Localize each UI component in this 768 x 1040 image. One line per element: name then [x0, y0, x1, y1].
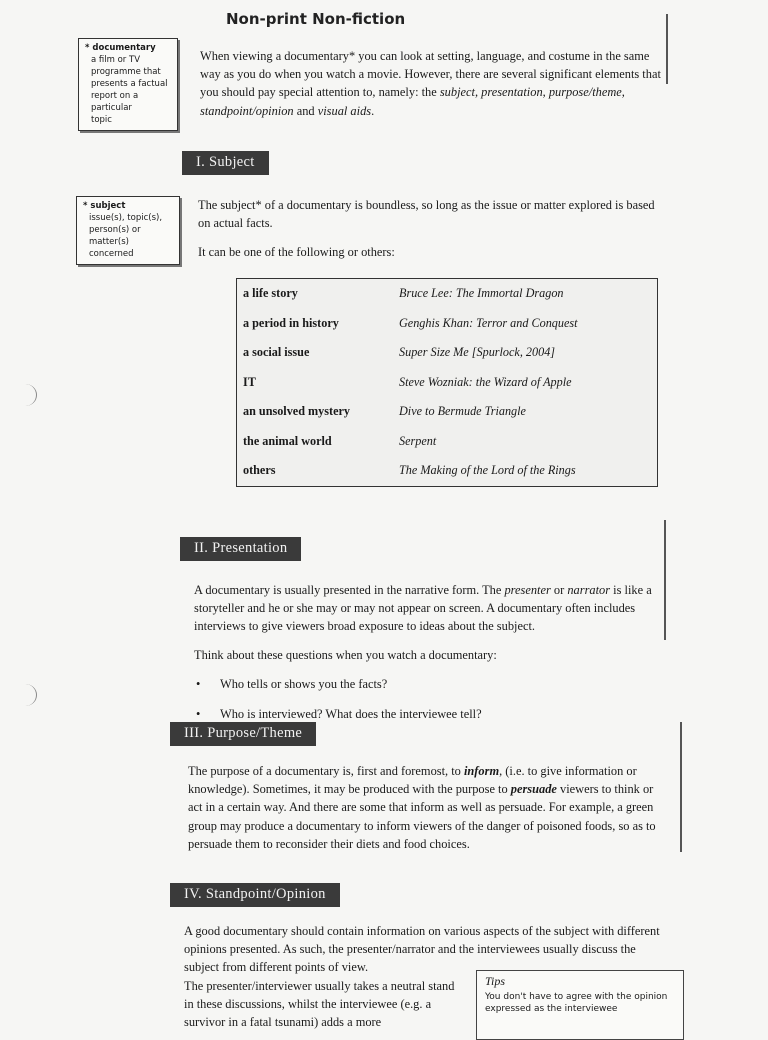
- sidenote-head: * subject: [83, 201, 126, 211]
- example-category: a social issue: [243, 345, 310, 360]
- purpose-paragraph: [188, 762, 664, 853]
- purpose-text: viewers to think or act in a certain way. And there are some that inform as well as persuade. For example, a green group may produce a documentary to inform viewers of the danger of poisoned foods, so as to persuade them to reconsider their diets and food choices.: [188, 782, 656, 851]
- table-row: [237, 338, 658, 368]
- section-heading-presentation: II. Presentation: [180, 537, 301, 561]
- example-title: Serpent: [399, 433, 437, 448]
- list-item: • Who is interviewed? What does the interviewee tell?: [194, 705, 654, 723]
- presentation-text: is like a storyteller and he or she may or may not appear on screen. A documentary often includes interviews to give viewers broad exposure to ideas about the subject.: [194, 583, 652, 634]
- punch-hole-mark: [14, 684, 37, 706]
- sidenote-documentary: [78, 38, 178, 131]
- page-title: Non-print Non-fiction: [226, 10, 406, 28]
- sidenote-line: presents a factual: [91, 79, 168, 89]
- intro-paragraph: [200, 47, 662, 120]
- table-row: [237, 397, 658, 427]
- sidenote-head: * documentary: [85, 43, 156, 53]
- example-title: Dive to Bermude Triangle: [399, 404, 526, 419]
- intro-text: .: [371, 103, 375, 118]
- example-title: Genghis Khan: Terror and Conquest: [399, 315, 578, 330]
- subject-lead-in: It can be one of the following or others:: [198, 245, 395, 259]
- sidenote-line: programme that: [91, 67, 161, 77]
- intro-text: and: [293, 103, 318, 118]
- standpoint-paragraph: A good documentary should contain information on various aspects of the subject with different opinions presented. As such, the presenter/narrator and the interviewees usually discuss the subject from different points of view.: [184, 924, 660, 975]
- purpose-emphasis: inform: [463, 764, 500, 778]
- intro-emphasis: subject, presentation, purpose/theme, standpoint/opinion: [200, 85, 625, 118]
- example-title: Steve Wozniak: the Wizard of Apple: [399, 374, 572, 389]
- intro-text: When viewing a documentary* you can look at setting, language, and costume in the same way as you do when you watch a movie. However, there are several significant elements that you should pay special attention to, namely: the: [200, 49, 661, 100]
- intro-emphasis: visual aids: [317, 103, 372, 118]
- presentation-text: or: [550, 583, 568, 597]
- example-category: a period in history: [243, 315, 339, 330]
- tips-box: [476, 970, 684, 1040]
- purpose-text: , (i.e. to give information or knowledge). Sometimes, it may be produced with the purpose to: [188, 764, 637, 797]
- sidenote-line: a film or TV: [91, 55, 141, 65]
- example-title: Super Size Me [Spurlock, 2004]: [399, 345, 556, 360]
- example-category: others: [243, 463, 276, 478]
- purpose-text: The purpose of a documentary is, first and foremost, to: [188, 764, 464, 778]
- sidenote-line: report on a particular: [91, 91, 139, 113]
- sidenote-line: matter(s) concerned: [89, 237, 134, 259]
- margin-rule: [680, 722, 682, 852]
- margin-rule: [664, 520, 666, 640]
- example-category: a life story: [243, 286, 298, 301]
- section-heading-subject: I. Subject: [182, 151, 269, 175]
- example-category: IT: [243, 374, 256, 389]
- sidenote-line: person(s) or: [89, 225, 141, 235]
- presentation-paragraph: [194, 581, 664, 636]
- table-row: [237, 427, 658, 457]
- table-row: [237, 309, 658, 339]
- standpoint-paragraph-2: The presenter/interviewer usually takes a neutral stand in these discussions, whilst the interviewee (e.g. a survivor in a fatal tsunami) adds a more: [184, 979, 455, 1030]
- presentation-lead-in: Think about these questions when you watch a documentary:: [194, 648, 497, 662]
- example-title: The Making of the Lord of the Rings: [399, 463, 576, 478]
- table-row: [237, 279, 658, 309]
- sidenote-line: topic: [91, 115, 112, 125]
- tips-heading: Tips: [485, 974, 506, 988]
- table-row: [237, 368, 658, 398]
- sidenote-line: issue(s), topic(s),: [89, 213, 163, 223]
- presentation-emphasis: presenter: [504, 583, 551, 597]
- example-category: an unsolved mystery: [243, 404, 350, 419]
- section-heading-standpoint: IV. Standpoint/Opinion: [170, 883, 340, 907]
- subject-examples-table: [236, 278, 658, 487]
- subject-paragraph: The subject* of a documentary is boundless, so long as the issue or matter explored is based on actual facts.: [198, 198, 655, 231]
- list-item: • Who tells or shows you the facts?: [194, 675, 654, 693]
- presentation-text: A documentary is usually presented in the narrative form. The: [194, 583, 505, 597]
- table-row: [237, 456, 658, 486]
- example-title: Bruce Lee: The Immortal Dragon: [399, 286, 564, 301]
- presentation-emphasis: narrator: [567, 583, 611, 597]
- sidenote-subject: [76, 196, 180, 265]
- example-category: the animal world: [243, 433, 332, 448]
- purpose-emphasis: persuade: [510, 782, 557, 797]
- margin-rule: [666, 14, 668, 84]
- tips-text: You don't have to agree with the opinion expressed as the interviewee: [485, 992, 668, 1014]
- punch-hole-mark: [14, 384, 37, 406]
- section-heading-purpose: III. Purpose/Theme: [170, 722, 316, 746]
